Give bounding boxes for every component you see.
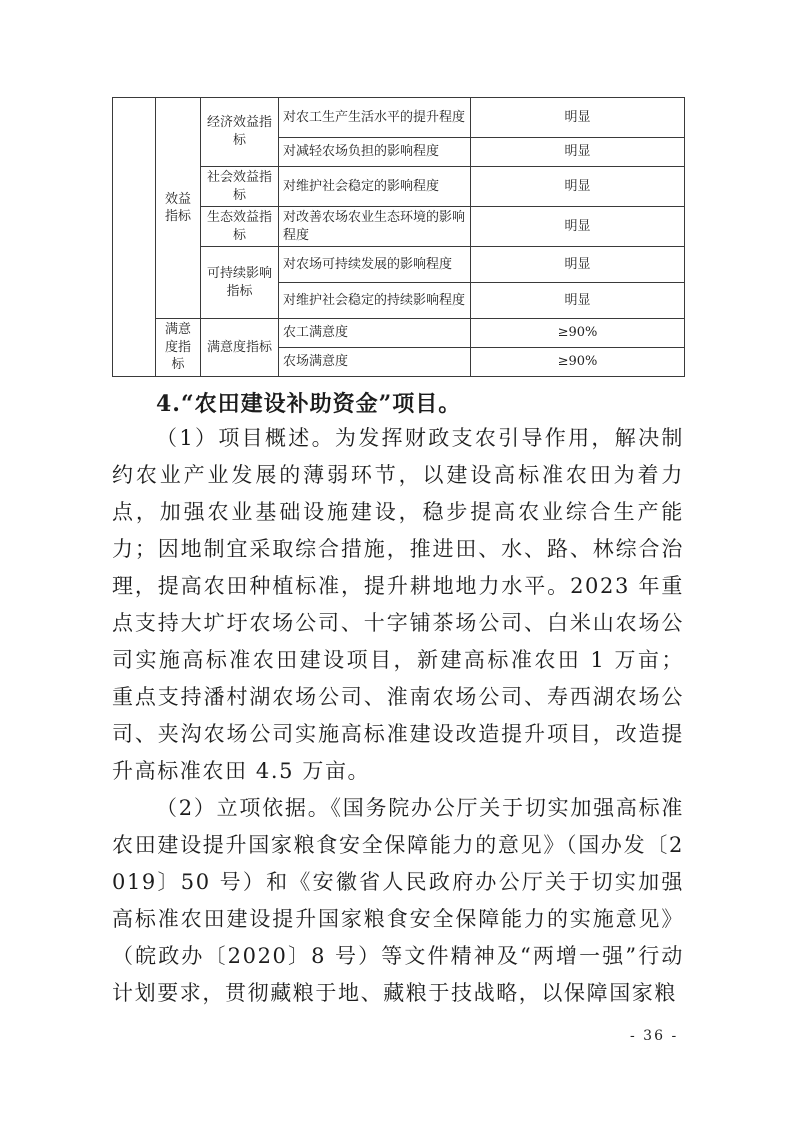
table-cell-value: ≥90% — [471, 348, 685, 377]
table-cell-sustainable-subgroup: 可持续影响指标 — [201, 247, 279, 319]
paragraph-project-basis: （2）立项依据。《国务院办公厅关于切实加强高标准农田建设提升国家粮食安全保障能力的意见》（国办发〔2019〕50 号）和《安徽省人民政府办公厅关于切实加强高标准农田建设提升国家粮食安全保障能力的实施意见》（皖政办〔2020〕8 号）等文件精神及“两增一强”行动计划要求，贯彻藏粮于地、藏粮于技战略，以保障国家粮 — [112, 796, 684, 1006]
table-cell-value: 明显 — [471, 247, 685, 283]
table-cell-indicator: 对减轻农场负担的影响程度 — [279, 138, 471, 167]
table-cell-indicator: 对农工生产生活水平的提升程度 — [279, 98, 471, 138]
table-row — [113, 319, 685, 348]
table-cell-benefit-group: 效益指标 — [156, 98, 201, 319]
table-cell-indicator: 对维护社会稳定的持续影响程度 — [279, 283, 471, 319]
table-cell-value: 明显 — [471, 283, 685, 319]
indicator-table — [112, 97, 685, 377]
table-cell-indicator: 对改善农场农业生态环境的影响程度 — [279, 207, 471, 247]
table-cell-indicator: 对农场可持续发展的影响程度 — [279, 247, 471, 283]
page-content — [112, 97, 684, 1012]
table-row — [113, 98, 685, 138]
table-cell-indicator: 农工满意度 — [279, 319, 471, 348]
section-heading: 4.“农田建设补助资金”项目。 — [156, 391, 462, 418]
table-cell-empty-stub — [113, 98, 156, 377]
table-cell-value: 明显 — [471, 138, 685, 167]
table-cell-value: 明显 — [471, 207, 685, 247]
table-cell-satisfaction-group: 满意度指标 — [156, 319, 201, 377]
table-cell-value: 明显 — [471, 167, 685, 207]
table-cell-indicator: 对维护社会稳定的影响程度 — [279, 167, 471, 207]
table-cell-economic-subgroup: 经济效益指标 — [201, 98, 279, 167]
table-cell-indicator: 农场满意度 — [279, 348, 471, 377]
paragraph-project-overview: （1）项目概述。为发挥财政支农引导作用，解决制约农业产业发展的薄弱环节，以建设高标准农田为着力点，加强农业基础设施建设，稳步提高农业综合生产能力；因地制宜采取综合措施，推进田、水、路、林综合治理，提高农田种植标准，提升耕地地力水平。2023 年重点支持大圹圩农场公司、十字铺茶场公司、白米山农场公司实施高标准农田建设项目，新建高标准农田 1 万亩；重点支持潘村湖农场公司、淮南农场公司、寿西湖农场公司、夹沟农场公司实施高标准建设改造提升项目，改造提升高标准农田 4.5 万亩。 — [112, 426, 684, 784]
table-cell-value: ≥90% — [471, 319, 685, 348]
table-cell-social-subgroup: 社会效益指标 — [201, 167, 279, 207]
table-cell-ecological-subgroup: 生态效益指标 — [201, 207, 279, 247]
table-cell-satisfaction-subgroup: 满意度指标 — [201, 319, 279, 377]
table-cell-value: 明显 — [471, 98, 685, 138]
page-number: - 36 - — [630, 1028, 679, 1044]
